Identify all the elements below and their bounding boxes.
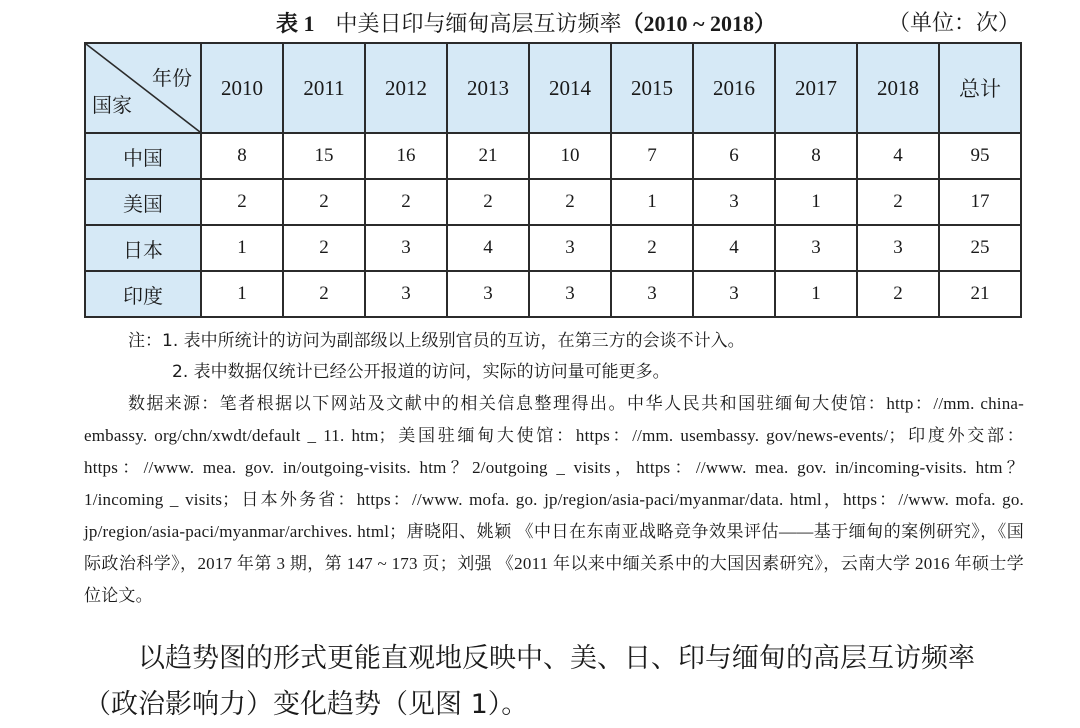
table-corner-cell: [85, 43, 201, 133]
visit-frequency-table: [84, 42, 1022, 318]
table-cell: 2: [447, 179, 529, 225]
corner-year-label: 年份: [152, 66, 192, 90]
table-cell: 7: [611, 133, 693, 179]
table-cell: 3: [857, 225, 939, 271]
table-cell: 2: [283, 225, 365, 271]
table-notes: [84, 326, 1024, 612]
table-cell: 10: [529, 133, 611, 179]
table-title-text: 中美日印与缅甸高层互访频率: [335, 12, 622, 37]
table-cell: 3: [611, 271, 693, 317]
column-header-total: 总计: [939, 43, 1021, 133]
table-cell: 3: [365, 271, 447, 317]
table-cell: 3: [447, 271, 529, 317]
table-cell: 1: [201, 225, 283, 271]
row-country: 中国: [85, 133, 201, 179]
table-cell: 2: [857, 179, 939, 225]
table-cell: 2: [201, 179, 283, 225]
table-years-range: （2010 ~ 2018）: [621, 11, 776, 36]
table-label: 表 1: [276, 11, 315, 36]
table-cell-total: 17: [939, 179, 1021, 225]
table-cell: 1: [611, 179, 693, 225]
table-title: [276, 6, 776, 43]
table-cell: 4: [447, 225, 529, 271]
table-cell-total: 25: [939, 225, 1021, 271]
table-cell: 2: [283, 179, 365, 225]
table-row: [85, 271, 1021, 317]
table-cell: 2: [365, 179, 447, 225]
table-caption: [86, 6, 1020, 42]
table-cell: 1: [775, 179, 857, 225]
table-cell-total: 95: [939, 133, 1021, 179]
table-cell: 2: [857, 271, 939, 317]
table-cell: 1: [201, 271, 283, 317]
table-cell: 4: [693, 225, 775, 271]
table-cell: 2: [611, 225, 693, 271]
body-paragraph: 以趋势图的形式更能直观地反映中、美、日、印与缅甸的高层互访频率（政治影响力）变化趋势（见图 1）。: [84, 643, 975, 720]
corner-country-label: 国家: [92, 93, 132, 117]
table-cell: 3: [365, 225, 447, 271]
data-source: [84, 388, 1024, 612]
table-cell: 3: [693, 271, 775, 317]
table-cell: 2: [529, 179, 611, 225]
column-header: 2014: [529, 43, 611, 133]
table-row: [85, 225, 1021, 271]
row-country: 美国: [85, 179, 201, 225]
row-country: 日本: [85, 225, 201, 271]
table-cell: 15: [283, 133, 365, 179]
row-country: 印度: [85, 271, 201, 317]
column-header: 2011: [283, 43, 365, 133]
table-cell: 3: [529, 271, 611, 317]
table-cell: 21: [447, 133, 529, 179]
table-cell: 3: [529, 225, 611, 271]
note-1: 注：1. 表中所统计的访问为副部级以上级别官员的互访，在第三方的会谈不计入。: [128, 331, 745, 351]
table-cell: 1: [775, 271, 857, 317]
column-header: 2017: [775, 43, 857, 133]
table-cell: 4: [857, 133, 939, 179]
note-2: 2. 表中数据仅统计已经公开报道的访问，实际的访问量可能更多。: [172, 362, 670, 382]
table-cell: 3: [775, 225, 857, 271]
table-row: [85, 179, 1021, 225]
column-header: 2018: [857, 43, 939, 133]
table-cell: 8: [201, 133, 283, 179]
table-cell: 6: [693, 133, 775, 179]
table-cell: 3: [693, 179, 775, 225]
column-header: 2016: [693, 43, 775, 133]
column-header: 2012: [365, 43, 447, 133]
table-cell: 8: [775, 133, 857, 179]
data-source-text: 笔者根据以下网站及文献中的相关信息整理得出。中华人民共和国驻缅甸大使馆：http：//mm. china-embassy. org/chn/xwdt/default _ 11. htm；美国驻缅甸大使馆：https：//mm. usembassy. gov/news-events/；印度外交部：https：//www. mea. gov. in/outgoing-visits. htm？2/outgoing _ visits，https：//www. mea. gov. in/incoming-visits. htm？1/incoming _ visits；日本外务省：https：//www. mofa. go. jp/region/asia-paci/myanmar/data. html，https：//www. mofa. go. jp/region/asia-paci/myanmar/archives. html；唐晓阳、姚颖 《中日在东南亚战略竞争效果评估——基于缅甸的案例研究》，《国际政治科学》，2017 年第 3 期，第 147 ~ 173 页；刘强 《2011 年以来中缅关系中的大国因素研究》，云南大学 2016 年硕士学位论文。: [84, 394, 1024, 605]
data-source-label: 数据来源：: [128, 394, 220, 414]
table-cell-total: 21: [939, 271, 1021, 317]
table-cell: 16: [365, 133, 447, 179]
table-unit: （单位：次）: [887, 11, 1020, 36]
table-cell: 2: [283, 271, 365, 317]
table-row: [85, 133, 1021, 179]
column-header: 2015: [611, 43, 693, 133]
column-header: 2013: [447, 43, 529, 133]
table-header-row: [85, 43, 1021, 133]
column-header: 2010: [201, 43, 283, 133]
